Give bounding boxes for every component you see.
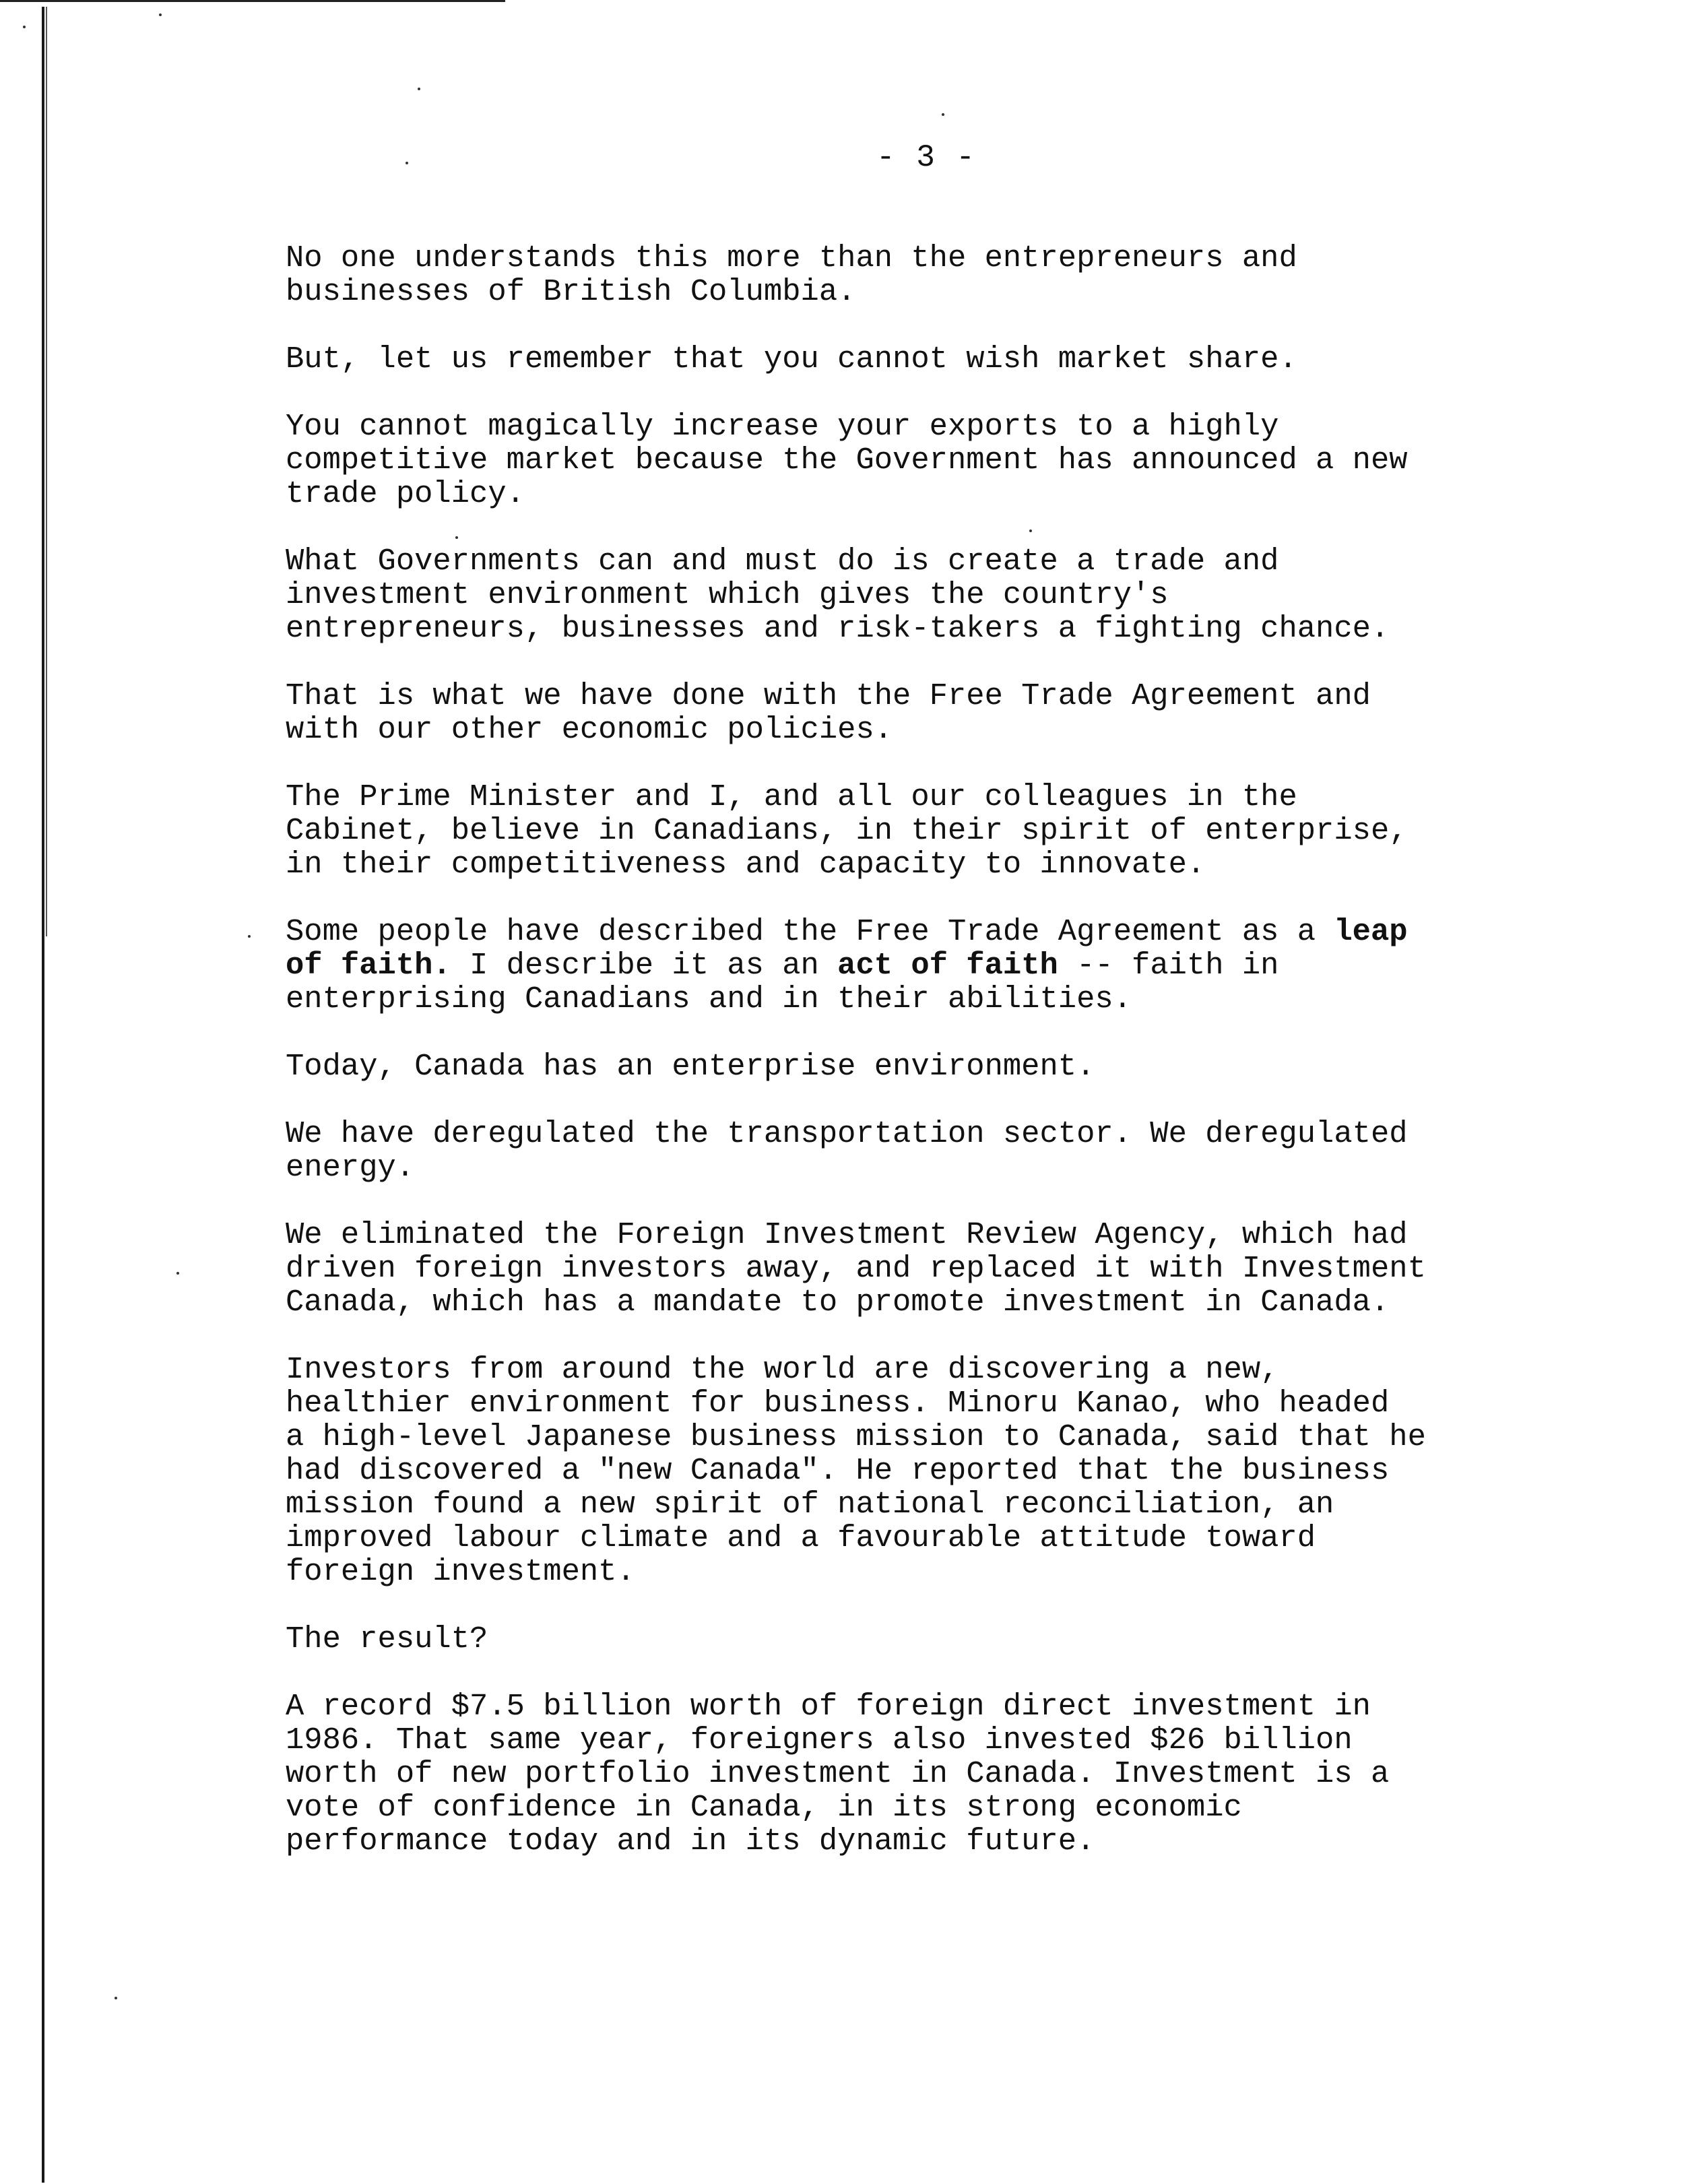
paragraph: The result? [286, 1621, 488, 1657]
paragraph: You cannot magically increase your exports to a highly competitive market because the Government has announced a new trade policy. [286, 409, 1408, 511]
scan-speck [418, 88, 420, 90]
body-text [286, 241, 1565, 1892]
paragraph-text: -- faith in enterprising Canadians and in their abilities. [286, 948, 1279, 1017]
scan-speck [176, 1272, 179, 1275]
paragraph: The Prime Minister and I, and all our colleagues in the Cabinet, believe in Canadians, in their spirit of enterprise, in their competitiveness and capacity to innovate. [286, 779, 1408, 882]
paragraph-text: Some people have described the Free Trade Agreement as a [286, 914, 1334, 949]
emphasis-act-of-faith: act of faith [837, 948, 1058, 983]
paragraph: No one understands this more than the entrepreneurs and businesses of British Columbia. [286, 240, 1297, 309]
emphasis-leap-of-faith: leap of faith. [286, 914, 1408, 983]
page-number: - 3 - [876, 140, 977, 175]
scan-left-edge [42, 7, 44, 2183]
paragraph-text: I describe it as an [451, 948, 838, 983]
paragraph: We have deregulated the transportation sector. We deregulated energy. [286, 1116, 1408, 1185]
paragraph: A record $7.5 billion worth of foreign direct investment in 1986. That same year, foreigners also invested $26 billion worth of new portfolio investment in Canada. Investment is a vote of confidence in Canada, in its strong economic performance today and in its dynamic future. [286, 1689, 1390, 1859]
scan-speck [942, 113, 944, 116]
paragraph: What Governments can and must do is create a trade and investment environment which gives the country's entrepreneurs, businesses and risk-takers a fighting chance. [286, 544, 1390, 646]
scan-speck [23, 26, 26, 28]
scan-speck [115, 1997, 117, 1999]
paragraph: That is what we have done with the Free Trade Agreement and with our other economic policies. [286, 678, 1371, 747]
paragraph: But, let us remember that you cannot wish market share. [286, 342, 1297, 377]
paragraph: We eliminated the Foreign Investment Review Agency, which had driven foreign investors away, and replaced it with Investment Canada, which has a mandate to promote investment in Canada. [286, 1217, 1426, 1320]
paragraph: Today, Canada has an enterprise environment. [286, 1049, 1095, 1084]
scan-speck [159, 13, 162, 16]
paragraph-with-emphasis [286, 915, 1565, 1016]
scan-top-rule [0, 0, 505, 2]
scan-speck [248, 935, 251, 938]
paragraph: Investors from around the world are discovering a new, healthier environment for business. Minoru Kanao, who headed a high-level Japanese business mission to Canada, said that he had discovered a "new Canada". He reported that the business mission found a new spirit of national reconciliation, an improved labour climate and a favourable attitude toward foreign investment. [286, 1352, 1426, 1589]
